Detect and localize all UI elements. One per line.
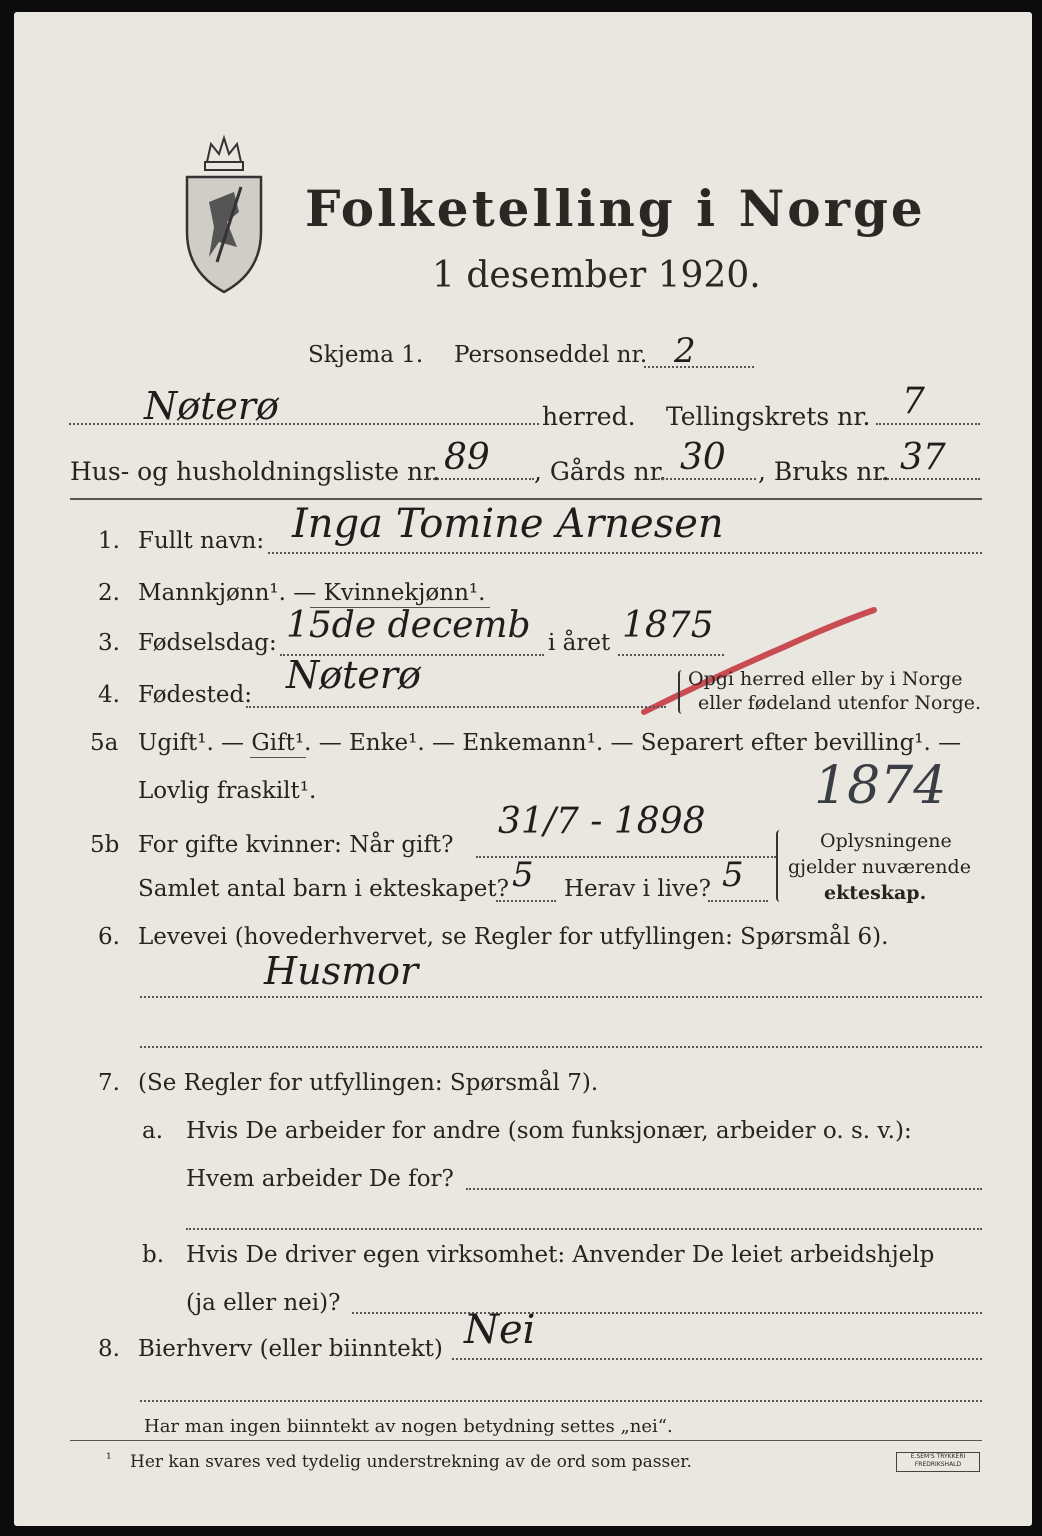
q3-number: 3. (98, 630, 120, 656)
hus-value: 89 (444, 437, 490, 478)
q5a-number: 5a (90, 730, 119, 756)
q8-number: 8. (98, 1336, 120, 1362)
q8-label: Bierhverv (eller biinntekt) (138, 1336, 443, 1362)
footer-divider (70, 1440, 982, 1441)
printer-mark (896, 1452, 980, 1472)
q3-year-value: 1875 (622, 605, 714, 646)
q5b-value1: 31/7 - 1898 (498, 801, 706, 842)
census-form-page (14, 12, 1032, 1526)
gards-line (654, 478, 756, 480)
q5b-note-line2: gjelder nuværende (788, 856, 971, 878)
gards-label: , Gårds nr. (534, 457, 667, 486)
q5b-note-line1: Oplysningene (820, 830, 952, 852)
printer-mark-line1: E.SEM'S TRYKKERI (910, 1453, 966, 1460)
herred-line (69, 423, 539, 425)
q6-value: Husmor (264, 949, 419, 993)
q4-value: Nøterø (286, 653, 421, 697)
bruks-line (880, 478, 980, 480)
q7b-line (352, 1312, 982, 1314)
tellingskrets-label: Tellingskrets nr. (666, 402, 871, 431)
q7a-line2 (186, 1228, 982, 1230)
q7b-letter: b. (142, 1242, 165, 1268)
q6-label: Levevei (hovederhvervet, se Regler for utfyllingen: Spørsmål 6). (138, 924, 889, 950)
form-title: Folketelling i Norge (305, 179, 926, 238)
bruks-label: , Bruks nr. (758, 457, 890, 486)
q5b-note-brace (776, 830, 784, 902)
q5a-margin-note: 1874 (814, 756, 947, 816)
q5b-value2: 5 (512, 855, 534, 895)
q7-label: (Se Regler for utfyllingen: Spørsmål 7). (138, 1070, 599, 1096)
q7b-text2: (ja eller nei)? (186, 1290, 341, 1316)
printer-mark-line2: FREDRIKSHALD (914, 1461, 962, 1468)
q3-day-value: 15de decemb (286, 605, 531, 646)
herred-value: Nøterø (144, 384, 279, 428)
q8-line2 (140, 1400, 982, 1402)
q7a-line1 (466, 1188, 982, 1190)
q5b-value3: 5 (722, 855, 744, 895)
q5a-text: Ugift¹. — Gift¹. — Enke¹. — Enkemann¹. — Separert efter bevilling¹. — (138, 730, 962, 756)
q3-label: Fødselsdag: (138, 630, 277, 656)
q5b-line3 (708, 900, 768, 902)
q5b-label3: Herav i live? (564, 876, 711, 902)
q1-value: Inga Tomine Arnesen (292, 501, 724, 547)
q4-label: Fødested: (138, 682, 253, 708)
q6-number: 6. (98, 924, 120, 950)
q5b-note-line3: ekteskap. (824, 882, 927, 904)
herred-label: herred. (542, 402, 636, 431)
tellingskrets-line (876, 423, 980, 425)
q7b-text: Hvis De driver egen virksomhet: Anvender De leiet arbeidshjelp (186, 1242, 935, 1268)
q1-label: Fullt navn: (138, 528, 265, 554)
q5b-line2 (496, 900, 556, 902)
q7-number: 7. (98, 1070, 120, 1096)
gards-value: 30 (680, 437, 726, 478)
q1-line (268, 552, 982, 554)
q7a-text2: Hvem arbeider De for? (186, 1166, 454, 1192)
q5b-label2: Samlet antal barn i ekteskapet? (138, 876, 509, 902)
personseddel-line (644, 366, 754, 368)
norway-coat-of-arms-icon (179, 132, 269, 297)
tellingskrets-value: 7 (902, 381, 925, 422)
q5a-text2: Lovlig fraskilt¹. (138, 778, 317, 804)
q5a-underline-gift (250, 757, 306, 758)
q7a-text: Hvis De arbeider for andre (som funksjonær, arbeider o. s. v.): (186, 1118, 912, 1144)
header-divider (70, 498, 982, 500)
personseddel-label: Personseddel nr. (454, 342, 648, 368)
footer-note: Har man ingen biinntekt av nogen betydning settes „nei“. (144, 1416, 673, 1437)
hus-label: Hus- og husholdningsliste nr. (70, 457, 441, 486)
q4-number: 4. (98, 682, 120, 708)
bruks-value: 37 (900, 437, 946, 478)
footnote-mark: ¹ (106, 1451, 112, 1467)
q7a-letter: a. (142, 1118, 164, 1144)
q3-year-label: i året (548, 630, 611, 656)
q4-note-line1: Opgi herred eller by i Norge (688, 668, 963, 690)
q8-value: Nei (464, 1307, 536, 1353)
q4-note-line2: eller fødeland utenfor Norge. (698, 692, 982, 714)
q8-line1 (452, 1358, 982, 1360)
q2-text: Mannkjønn¹. — Kvinnekjønn¹. (138, 580, 486, 606)
q4-line (246, 706, 666, 708)
form-date: 1 desember 1920. (432, 255, 761, 296)
personseddel-value: 2 (674, 331, 696, 371)
q2-number: 2. (98, 580, 120, 606)
footnote-text: Her kan svares ved tydelig understrekning av de ord som passer. (130, 1452, 692, 1472)
skjema-label: Skjema 1. (308, 342, 424, 368)
q5b-label1: For gifte kvinner: Når gift? (138, 832, 454, 858)
q1-number: 1. (98, 528, 120, 554)
q6-line1 (140, 996, 982, 998)
q5b-number: 5b (90, 832, 120, 858)
hus-line (426, 478, 534, 480)
q4-note-brace (678, 670, 686, 714)
q6-line2 (140, 1046, 982, 1048)
